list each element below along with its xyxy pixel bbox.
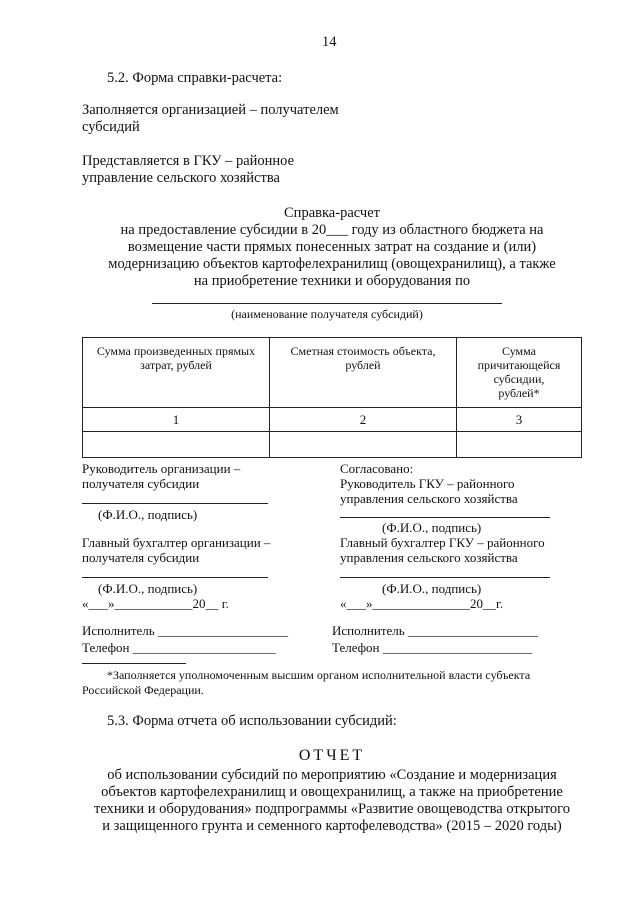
filled-by-line2: субсидий	[82, 119, 140, 135]
empty-cell	[457, 432, 582, 458]
filled-by-line1: Заполняется организацией – получателем	[82, 102, 339, 118]
right-acc-line2: управления сельского хозяйства	[340, 550, 518, 565]
col-number-1: 1	[83, 408, 270, 432]
left-acc-signline	[82, 577, 268, 578]
right-agreed: Согласовано:	[340, 461, 414, 476]
col-number-3: 3	[457, 408, 582, 432]
right-executor: Исполнитель ____________________	[332, 623, 538, 638]
otchet-line-1: об использовании субсидий по мероприятию «Создание и модернизация	[107, 767, 557, 783]
header-estimated-cost: Сметная стоимость объекта, рублей	[270, 338, 457, 408]
table-number-row	[83, 408, 582, 432]
right-fio-1: (Ф.И.О., подпись)	[382, 520, 482, 535]
right-acc-line1: Главный бухгалтер ГКУ – районного	[340, 535, 545, 550]
right-head-line1: Руководитель ГКУ – районного	[340, 476, 515, 491]
right-fio-2: (Ф.И.О., подпись)	[382, 581, 482, 596]
otchet-line-3: техники и оборудования» подпрограммы «Развитие овощеводства открытого	[93, 801, 570, 817]
table-empty-row	[83, 432, 582, 458]
footnote-line1: *Заполняется уполномоченным высшим органом исполнительной власти субъекта	[107, 668, 531, 682]
right-phone: Телефон _______________________	[332, 640, 533, 655]
left-fio-1: (Ф.И.О., подпись)	[98, 507, 198, 522]
section-5-3-title: 5.3. Форма отчета об использовании субсидий:	[107, 713, 397, 729]
otchet-title: ОТЧЕТ	[298, 747, 366, 764]
table-header-row	[83, 338, 582, 408]
otchet-line-4: и защищенного грунта и семенного картофелеводства» (2015 – 2020 годы)	[102, 818, 562, 834]
submitted-to-line2: управление сельского хозяйства	[82, 170, 280, 186]
footnote-separator	[82, 663, 186, 664]
spravka-line-3: модернизацию объектов картофелехранилищ (овощехранилищ), а также	[108, 256, 556, 272]
left-date: «___»____________20__ г.	[82, 596, 229, 611]
left-fio-2: (Ф.И.О., подпись)	[98, 581, 198, 596]
right-head-line2: управления сельского хозяйства	[340, 491, 518, 506]
page-number: 14	[322, 34, 337, 50]
left-head-line1: Руководитель организации –	[82, 461, 241, 476]
left-executor: Исполнитель ____________________	[82, 623, 288, 638]
left-head-line2: получателя субсидии	[82, 476, 200, 491]
col-number-2: 2	[270, 408, 457, 432]
recipient-caption: (наименование получателя субсидий)	[231, 307, 423, 321]
left-acc-line2: получателя субсидии	[82, 550, 200, 565]
right-acc-signline	[340, 577, 550, 578]
right-date: «___»_______________20__г.	[340, 596, 504, 611]
submitted-to-line1: Представляется в ГКУ – районное	[82, 153, 295, 169]
spravka-line-1: на предоставление субсидии в 20___ году из областного бюджета на	[120, 222, 544, 238]
otchet-line-2: объектов картофелехранилищ и овощехранилищ, а также на приобретение	[101, 784, 563, 800]
left-acc-line1: Главный бухгалтер организации –	[82, 535, 271, 550]
header-direct-costs: Сумма произведенных прямых затрат, рублей	[83, 338, 270, 408]
empty-cell	[83, 432, 270, 458]
spravka-line-4: на приобретение техники и оборудования по	[193, 273, 471, 289]
section-5-2-title: 5.2. Форма справки-расчета:	[107, 70, 283, 86]
header-subsidy-amount: Сумма причитающейся субсидии, рублей*	[457, 338, 582, 408]
left-head-signline	[82, 503, 268, 504]
right-head-signline	[340, 517, 550, 518]
calculation-table	[82, 337, 582, 458]
spravka-title: Справка-расчет	[284, 205, 380, 221]
left-phone: Телефон ______________________	[82, 640, 276, 655]
recipient-underline	[152, 303, 502, 304]
footnote-line2: Российской Федерации.	[82, 683, 204, 697]
empty-cell	[270, 432, 457, 458]
spravka-line-2: возмещение части прямых понесенных затрат на создание и (или)	[127, 239, 537, 255]
